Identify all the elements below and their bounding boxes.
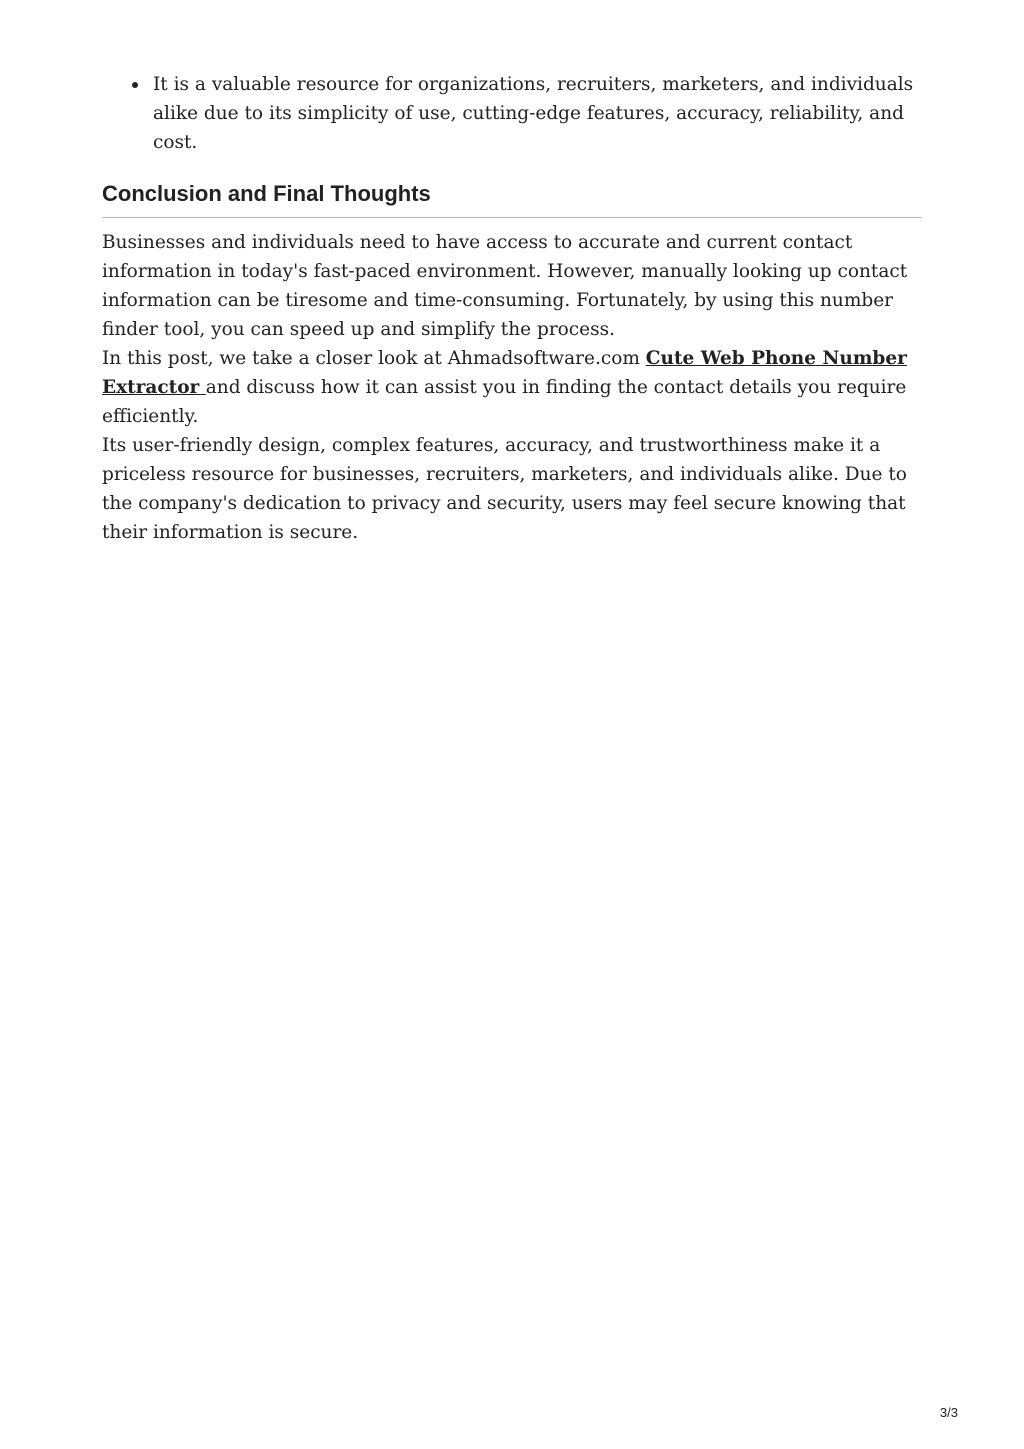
paragraph-2 [102,344,922,431]
paragraph-2-text-after: and discuss how it can assist you in finding the contact details you require efficiently. [102,377,907,427]
section-heading: Conclusion and Final Thoughts [102,179,922,218]
bullet-icon [132,82,138,88]
paragraph-1: Businesses and individuals need to have access to accurate and current contact information in today's fast-paced environment. However, manually looking up contact information can be tiresome and time-consuming. Fortunately, by using this number finder tool, you can speed up and simplify the process. [102,232,908,340]
product-link[interactable]: Cute Web Phone Number Extractor [102,348,907,398]
document-page [102,70,922,547]
list-item [153,70,922,157]
paragraph-3: Its user-friendly design, complex features, accuracy, and trustworthiness make it a priceless resource for businesses, recruiters, marketers, and individuals alike. Due to the company's dedication to privacy and security, users may feel secure knowing that their information is secure. [102,435,907,543]
bullet-text: It is a valuable resource for organizations, recruiters, marketers, and individuals alike due to its simplicity of use, cutting-edge features, accuracy, reliability, and cost. [153,74,914,153]
page-number: 3/3 [939,1405,958,1420]
section-body [102,228,922,547]
bullet-list [102,70,922,157]
paragraph-2-text-before: In this post, we take a closer look at Ahmadsoftware.com [102,348,646,369]
